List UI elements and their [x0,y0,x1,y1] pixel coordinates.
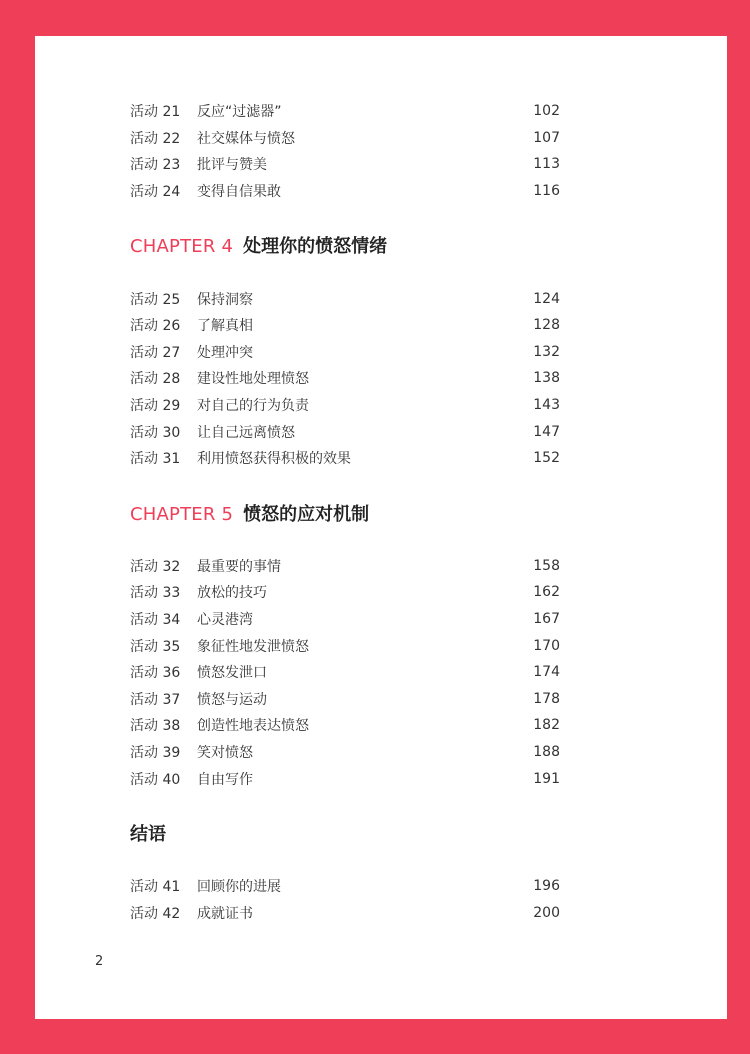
table-of-contents [130,98,560,926]
page-ref: 196 [533,878,560,895]
activity-number: 活动 33 [130,585,181,602]
toc-entry[interactable] [130,659,560,686]
toc-entry[interactable] [130,765,560,792]
activity-title: 愤怒与运动 [197,691,267,708]
toc-entry[interactable] [130,739,560,766]
activity-number: 活动 29 [130,398,181,415]
activity-number: 活动 37 [130,691,181,708]
chapter-title: 愤怒的应对机制 [243,503,370,525]
activity-number: 活动 27 [130,344,181,361]
page-ref: 113 [533,156,560,173]
page-ref: 132 [533,343,560,360]
toc-entry[interactable] [130,579,560,606]
activity-number: 活动 39 [130,744,181,761]
conclusion-heading[interactable]: 结语 [130,823,166,845]
activity-title: 反应“过滤器” [197,104,282,121]
chapter-title: 处理你的愤怒情绪 [243,236,388,258]
page-ref: 170 [533,637,560,654]
document-page [35,36,727,1019]
toc-entry[interactable] [130,899,560,926]
page-ref: 167 [533,611,560,628]
page-ref: 174 [533,664,560,681]
activity-title: 放松的技巧 [197,585,267,602]
page-ref: 143 [533,397,560,414]
toc-section [130,232,560,471]
activity-title: 对自己的行为负责 [197,398,309,415]
activity-number: 活动 26 [130,318,181,335]
chapter-label: CHAPTER 4 [130,236,234,258]
activity-title: 成就证书 [197,905,253,922]
activity-title: 利用愤怒获得积极的效果 [197,451,351,468]
page-ref: 107 [533,129,560,146]
page-number: 2 [95,954,104,969]
activity-title: 处理冲突 [197,344,253,361]
toc-entry[interactable] [130,686,560,713]
toc-entry[interactable] [130,712,560,739]
activity-number: 活动 32 [130,558,181,575]
activity-number: 活动 24 [130,184,181,201]
toc-section [130,820,560,926]
toc-entry[interactable] [130,151,560,178]
toc-entry[interactable] [130,365,560,392]
toc-section [130,98,560,204]
activity-title: 心灵港湾 [197,612,253,629]
toc-section [130,500,560,792]
toc-entry[interactable] [130,285,560,312]
page-ref: 200 [533,904,560,921]
page-ref: 116 [533,183,560,200]
toc-entry[interactable] [130,312,560,339]
page-ref: 182 [533,717,560,734]
page-ref: 191 [533,770,560,787]
toc-entry[interactable] [130,606,560,633]
toc-entry[interactable] [130,98,560,125]
activity-title: 笑对愤怒 [197,744,253,761]
activity-title: 最重要的事情 [197,558,281,575]
activity-title: 变得自信果敢 [197,184,281,201]
activity-number: 活动 21 [130,104,181,121]
activity-number: 活动 38 [130,718,181,735]
activity-number: 活动 22 [130,130,181,147]
chapter-label: CHAPTER 5 [130,503,234,525]
activity-number: 活动 36 [130,665,181,682]
activity-number: 活动 28 [130,371,181,388]
activity-title: 让自己远离愤怒 [197,424,295,441]
activity-title: 保持洞察 [197,291,253,308]
activity-title: 创造性地表达愤怒 [197,718,309,735]
toc-entry[interactable] [130,418,560,445]
activity-title: 象征性地发泄愤怒 [197,638,309,655]
activity-number: 活动 34 [130,612,181,629]
page-ref: 138 [533,370,560,387]
activity-title: 社交媒体与愤怒 [197,130,295,147]
page-ref: 162 [533,584,560,601]
toc-entry[interactable] [130,632,560,659]
toc-entry[interactable] [130,553,560,580]
activity-number: 活动 31 [130,451,181,468]
activity-title: 自由写作 [197,771,253,788]
activity-number: 活动 23 [130,157,181,174]
activity-number: 活动 40 [130,771,181,788]
activity-title: 回顾你的进展 [197,879,281,896]
toc-entry[interactable] [130,339,560,366]
toc-entry[interactable] [130,392,560,419]
activity-number: 活动 25 [130,291,181,308]
activity-number: 活动 30 [130,424,181,441]
toc-entry[interactable] [130,125,560,152]
page-ref: 188 [533,743,560,760]
activity-number: 活动 35 [130,638,181,655]
chapter-heading[interactable] [130,232,560,260]
toc-entry[interactable] [130,178,560,205]
toc-entry[interactable] [130,445,560,472]
page-ref: 102 [533,103,560,120]
activity-title: 愤怒发泄口 [197,665,267,682]
toc-entry[interactable] [130,873,560,900]
page-ref: 124 [533,290,560,307]
activity-title: 建设性地处理愤怒 [197,371,309,388]
chapter-heading[interactable] [130,500,560,528]
page-ref: 128 [533,317,560,334]
page-ref: 178 [533,690,560,707]
activity-title: 批评与赞美 [197,157,267,174]
activity-number: 活动 42 [130,905,181,922]
page-ref: 147 [533,423,560,440]
activity-number: 活动 41 [130,879,181,896]
page-ref: 152 [533,450,560,467]
page-ref: 158 [533,557,560,574]
activity-title: 了解真相 [197,318,253,335]
